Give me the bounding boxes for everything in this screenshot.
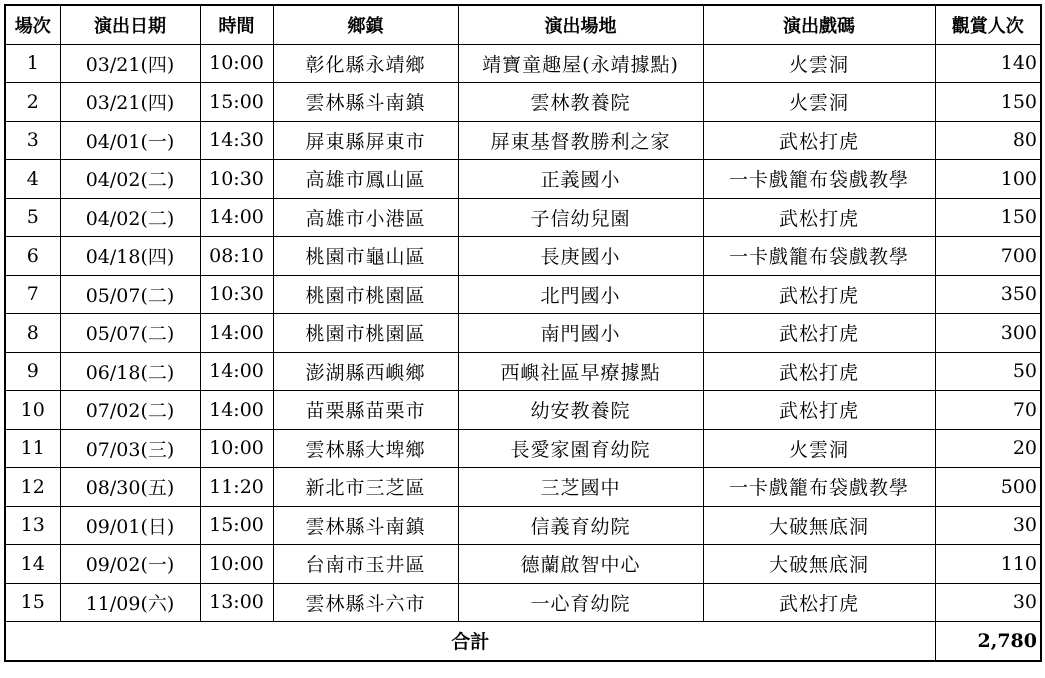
cell-count: 300 — [935, 314, 1041, 353]
cell-no: 5 — [5, 198, 60, 237]
cell-no: 14 — [5, 545, 60, 584]
cell-time: 10:00 — [200, 429, 273, 468]
cell-venue: 三芝國中 — [458, 468, 703, 507]
cell-no: 3 — [5, 121, 60, 160]
cell-no: 12 — [5, 468, 60, 507]
cell-date: 03/21(四) — [60, 83, 200, 122]
cell-date: 03/21(四) — [60, 44, 200, 83]
table-row — [5, 160, 1041, 199]
cell-count: 100 — [935, 160, 1041, 199]
cell-no: 2 — [5, 83, 60, 122]
cell-play: 武松打虎 — [703, 391, 935, 430]
cell-date: 05/07(二) — [60, 314, 200, 353]
table-row — [5, 121, 1041, 160]
cell-date: 09/01(日) — [60, 506, 200, 545]
cell-town: 桃園市桃園區 — [273, 275, 458, 314]
cell-venue: 長庚國小 — [458, 237, 703, 276]
cell-town: 雲林縣斗南鎮 — [273, 83, 458, 122]
cell-count: 50 — [935, 352, 1041, 391]
cell-date: 07/02(二) — [60, 391, 200, 430]
cell-date: 09/02(一) — [60, 545, 200, 584]
cell-town: 雲林縣大埤鄉 — [273, 429, 458, 468]
cell-venue: 正義國小 — [458, 160, 703, 199]
cell-count: 80 — [935, 121, 1041, 160]
cell-venue: 德蘭啟智中心 — [458, 545, 703, 584]
cell-time: 14:30 — [200, 121, 273, 160]
cell-venue: 西嶼社區早療據點 — [458, 352, 703, 391]
cell-play: 武松打虎 — [703, 583, 935, 622]
table-row — [5, 314, 1041, 353]
cell-no: 8 — [5, 314, 60, 353]
cell-town: 雲林縣斗南鎮 — [273, 506, 458, 545]
cell-venue: 屏東基督教勝利之家 — [458, 121, 703, 160]
cell-town: 新北市三芝區 — [273, 468, 458, 507]
cell-count: 150 — [935, 83, 1041, 122]
cell-play: 火雲洞 — [703, 429, 935, 468]
table-row — [5, 352, 1041, 391]
table-row — [5, 198, 1041, 237]
cell-play: 大破無底洞 — [703, 506, 935, 545]
cell-date: 06/18(二) — [60, 352, 200, 391]
cell-no: 6 — [5, 237, 60, 276]
cell-play: 大破無底洞 — [703, 545, 935, 584]
cell-town: 桃園市龜山區 — [273, 237, 458, 276]
cell-time: 11:20 — [200, 468, 273, 507]
table-row — [5, 506, 1041, 545]
cell-time: 14:00 — [200, 198, 273, 237]
cell-town: 苗栗縣苗栗市 — [273, 391, 458, 430]
table-row — [5, 391, 1041, 430]
header-count: 觀賞人次 — [935, 5, 1041, 44]
cell-count: 20 — [935, 429, 1041, 468]
cell-play: 一卡戲籠布袋戲教學 — [703, 237, 935, 276]
cell-venue: 一心育幼院 — [458, 583, 703, 622]
cell-venue: 南門國小 — [458, 314, 703, 353]
cell-date: 07/03(三) — [60, 429, 200, 468]
total-row — [5, 622, 1041, 661]
cell-date: 04/02(二) — [60, 160, 200, 199]
cell-town: 台南市玉井區 — [273, 545, 458, 584]
header-play: 演出戲碼 — [703, 5, 935, 44]
cell-time: 10:00 — [200, 545, 273, 584]
cell-no: 11 — [5, 429, 60, 468]
cell-no: 10 — [5, 391, 60, 430]
header-date: 演出日期 — [60, 5, 200, 44]
cell-time: 14:00 — [200, 391, 273, 430]
cell-venue: 信義育幼院 — [458, 506, 703, 545]
cell-date: 08/30(五) — [60, 468, 200, 507]
cell-count: 140 — [935, 44, 1041, 83]
cell-time: 10:00 — [200, 44, 273, 83]
cell-play: 一卡戲籠布袋戲教學 — [703, 160, 935, 199]
cell-town: 高雄市小港區 — [273, 198, 458, 237]
table-row — [5, 583, 1041, 622]
cell-time: 10:30 — [200, 275, 273, 314]
cell-count: 350 — [935, 275, 1041, 314]
cell-town: 屏東縣屏東市 — [273, 121, 458, 160]
cell-time: 10:30 — [200, 160, 273, 199]
cell-no: 1 — [5, 44, 60, 83]
cell-count: 700 — [935, 237, 1041, 276]
cell-play: 武松打虎 — [703, 352, 935, 391]
cell-time: 14:00 — [200, 352, 273, 391]
cell-count: 30 — [935, 506, 1041, 545]
cell-no: 13 — [5, 506, 60, 545]
table-row — [5, 237, 1041, 276]
cell-town: 高雄市鳳山區 — [273, 160, 458, 199]
total-label: 合計 — [5, 622, 935, 661]
cell-venue: 長愛家園育幼院 — [458, 429, 703, 468]
cell-venue: 靖寶童趣屋(永靖據點) — [458, 44, 703, 83]
cell-town: 澎湖縣西嶼鄉 — [273, 352, 458, 391]
header-venue: 演出場地 — [458, 5, 703, 44]
cell-count: 110 — [935, 545, 1041, 584]
cell-play: 火雲洞 — [703, 44, 935, 83]
performance-table — [4, 4, 1042, 662]
cell-time: 15:00 — [200, 83, 273, 122]
cell-date: 04/18(四) — [60, 237, 200, 276]
cell-date: 04/02(二) — [60, 198, 200, 237]
header-time: 時間 — [200, 5, 273, 44]
table-row — [5, 44, 1041, 83]
cell-count: 30 — [935, 583, 1041, 622]
cell-no: 9 — [5, 352, 60, 391]
total-count: 2,780 — [935, 622, 1041, 661]
cell-play: 武松打虎 — [703, 121, 935, 160]
cell-count: 150 — [935, 198, 1041, 237]
cell-town: 雲林縣斗六市 — [273, 583, 458, 622]
cell-play: 武松打虎 — [703, 198, 935, 237]
cell-no: 4 — [5, 160, 60, 199]
cell-time: 15:00 — [200, 506, 273, 545]
cell-time: 08:10 — [200, 237, 273, 276]
cell-venue: 雲林教養院 — [458, 83, 703, 122]
table-row — [5, 468, 1041, 507]
cell-time: 14:00 — [200, 314, 273, 353]
cell-play: 火雲洞 — [703, 83, 935, 122]
cell-venue: 子信幼兒園 — [458, 198, 703, 237]
cell-play: 一卡戲籠布袋戲教學 — [703, 468, 935, 507]
cell-play: 武松打虎 — [703, 275, 935, 314]
table-row — [5, 83, 1041, 122]
cell-date: 04/01(一) — [60, 121, 200, 160]
cell-town: 彰化縣永靖鄉 — [273, 44, 458, 83]
header-town: 鄉鎮 — [273, 5, 458, 44]
cell-date: 11/09(六) — [60, 583, 200, 622]
cell-town: 桃園市桃園區 — [273, 314, 458, 353]
cell-no: 15 — [5, 583, 60, 622]
cell-count: 500 — [935, 468, 1041, 507]
table-row — [5, 275, 1041, 314]
cell-date: 05/07(二) — [60, 275, 200, 314]
table-row — [5, 429, 1041, 468]
cell-venue: 北門國小 — [458, 275, 703, 314]
cell-time: 13:00 — [200, 583, 273, 622]
header-row — [5, 5, 1041, 44]
cell-no: 7 — [5, 275, 60, 314]
table-row — [5, 545, 1041, 584]
cell-venue: 幼安教養院 — [458, 391, 703, 430]
header-no: 場次 — [5, 5, 60, 44]
cell-play: 武松打虎 — [703, 314, 935, 353]
cell-count: 70 — [935, 391, 1041, 430]
